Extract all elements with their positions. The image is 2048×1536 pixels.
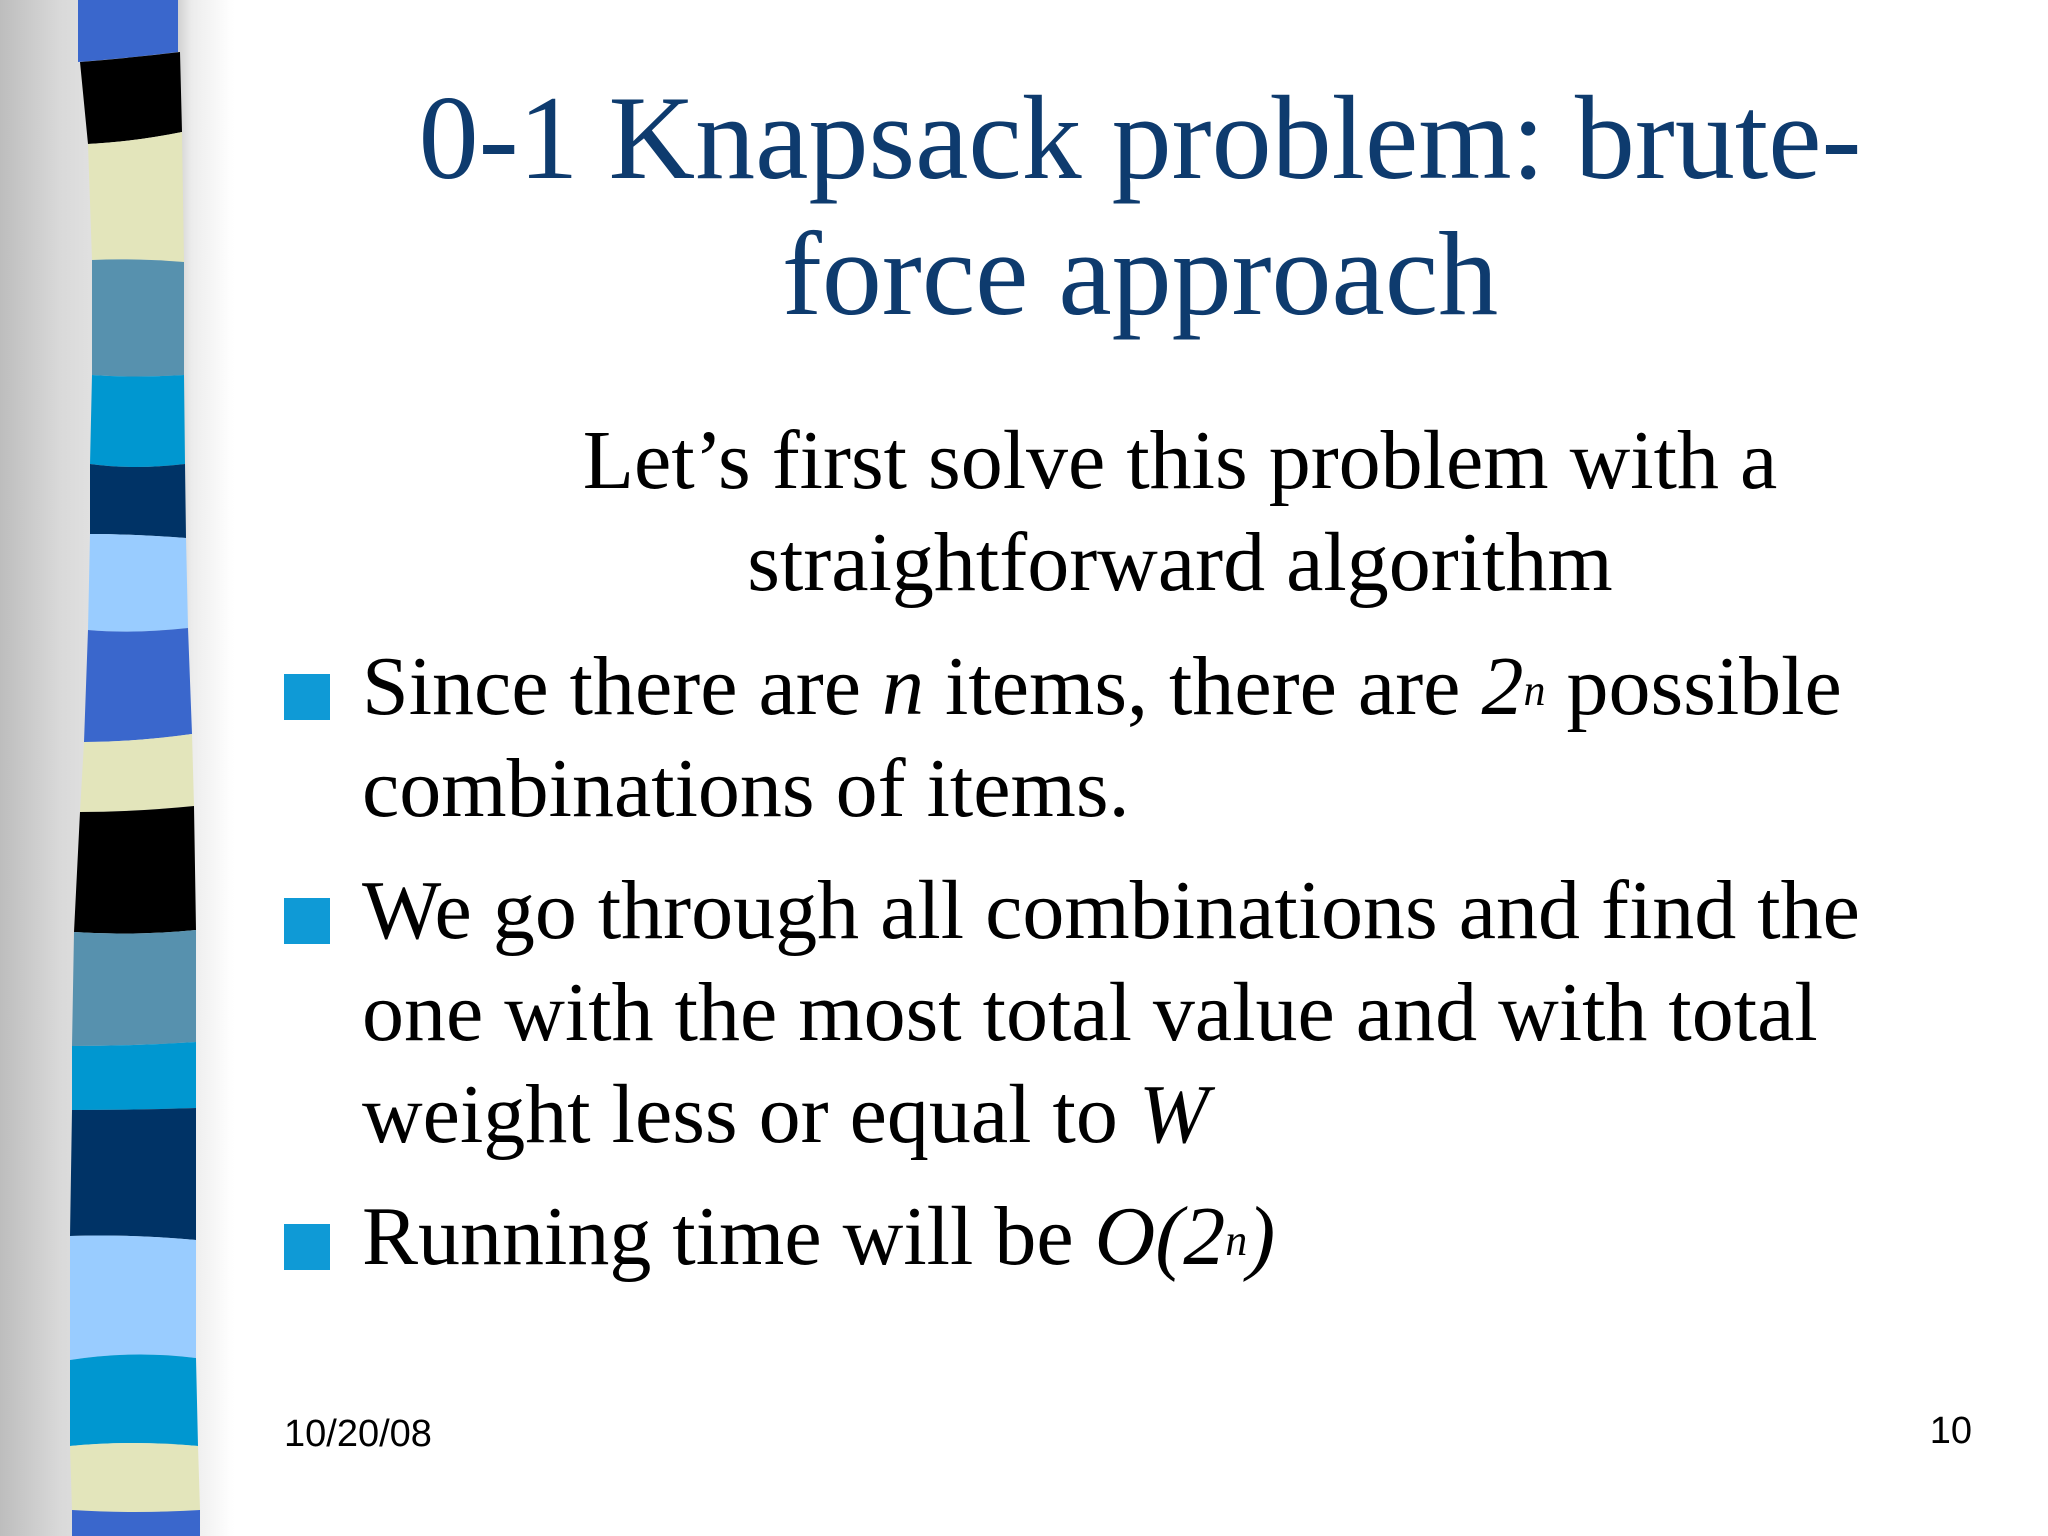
bullet-item (282, 860, 2002, 1166)
stripe-segment (92, 259, 184, 376)
stripe-segment (90, 375, 185, 467)
bullet-list (282, 636, 2002, 1308)
stripe-segment (84, 628, 192, 742)
variable-n: n (882, 640, 925, 733)
bullet-item (282, 636, 2002, 840)
stripe-segment (88, 534, 188, 632)
stripe-segment (70, 1354, 198, 1446)
stripe-segment (70, 1236, 196, 1361)
bullet-item (282, 1186, 2002, 1288)
stripe-segment (90, 464, 186, 538)
math-base: 2 (1481, 640, 1524, 733)
stripe-segment (72, 1510, 200, 1536)
intro-text (440, 410, 1920, 614)
stripe-segment (80, 734, 194, 812)
square-bullet-icon (284, 1224, 330, 1270)
bullet-text: items, there are (924, 640, 1482, 733)
stripe-segment (72, 930, 196, 1046)
bullet-text: We go through all combinations and find the one with the most total value and with total weight less or equal to (362, 864, 1860, 1161)
variable-w: W (1138, 1068, 1209, 1161)
square-bullet-icon (284, 674, 330, 720)
stripe-segment (80, 52, 182, 144)
stripe-segment (74, 806, 196, 934)
big-o-close: ) (1247, 1190, 1276, 1283)
stripe-segment (72, 1042, 196, 1110)
stripe-segment (78, 0, 178, 62)
square-bullet-icon (284, 898, 330, 944)
bullet-text: possible combinations of items. (362, 640, 1842, 835)
intro-line: Let’s first solve this problem with a (582, 414, 1778, 507)
math-exponent: n (1523, 666, 1546, 715)
title-line: 0-1 Knapsack problem: brute- (418, 71, 1862, 204)
slide-title (290, 70, 1990, 342)
bullet-text: Since there are (362, 640, 883, 733)
title-line: force approach (781, 207, 1499, 340)
stripe-segment (70, 1108, 196, 1240)
intro-line: straightforward algorithm (747, 516, 1613, 609)
decorative-stripe-bar (0, 0, 240, 1536)
big-o-notation: O(2 (1094, 1190, 1226, 1283)
footer-date: 10/20/08 (284, 1413, 432, 1455)
math-exponent: n (1225, 1216, 1248, 1265)
stripe-segment (88, 132, 184, 262)
bullet-text: Running time will be (362, 1190, 1095, 1283)
stripe-segment (70, 1443, 200, 1512)
page-number: 10 (1929, 1410, 1972, 1452)
